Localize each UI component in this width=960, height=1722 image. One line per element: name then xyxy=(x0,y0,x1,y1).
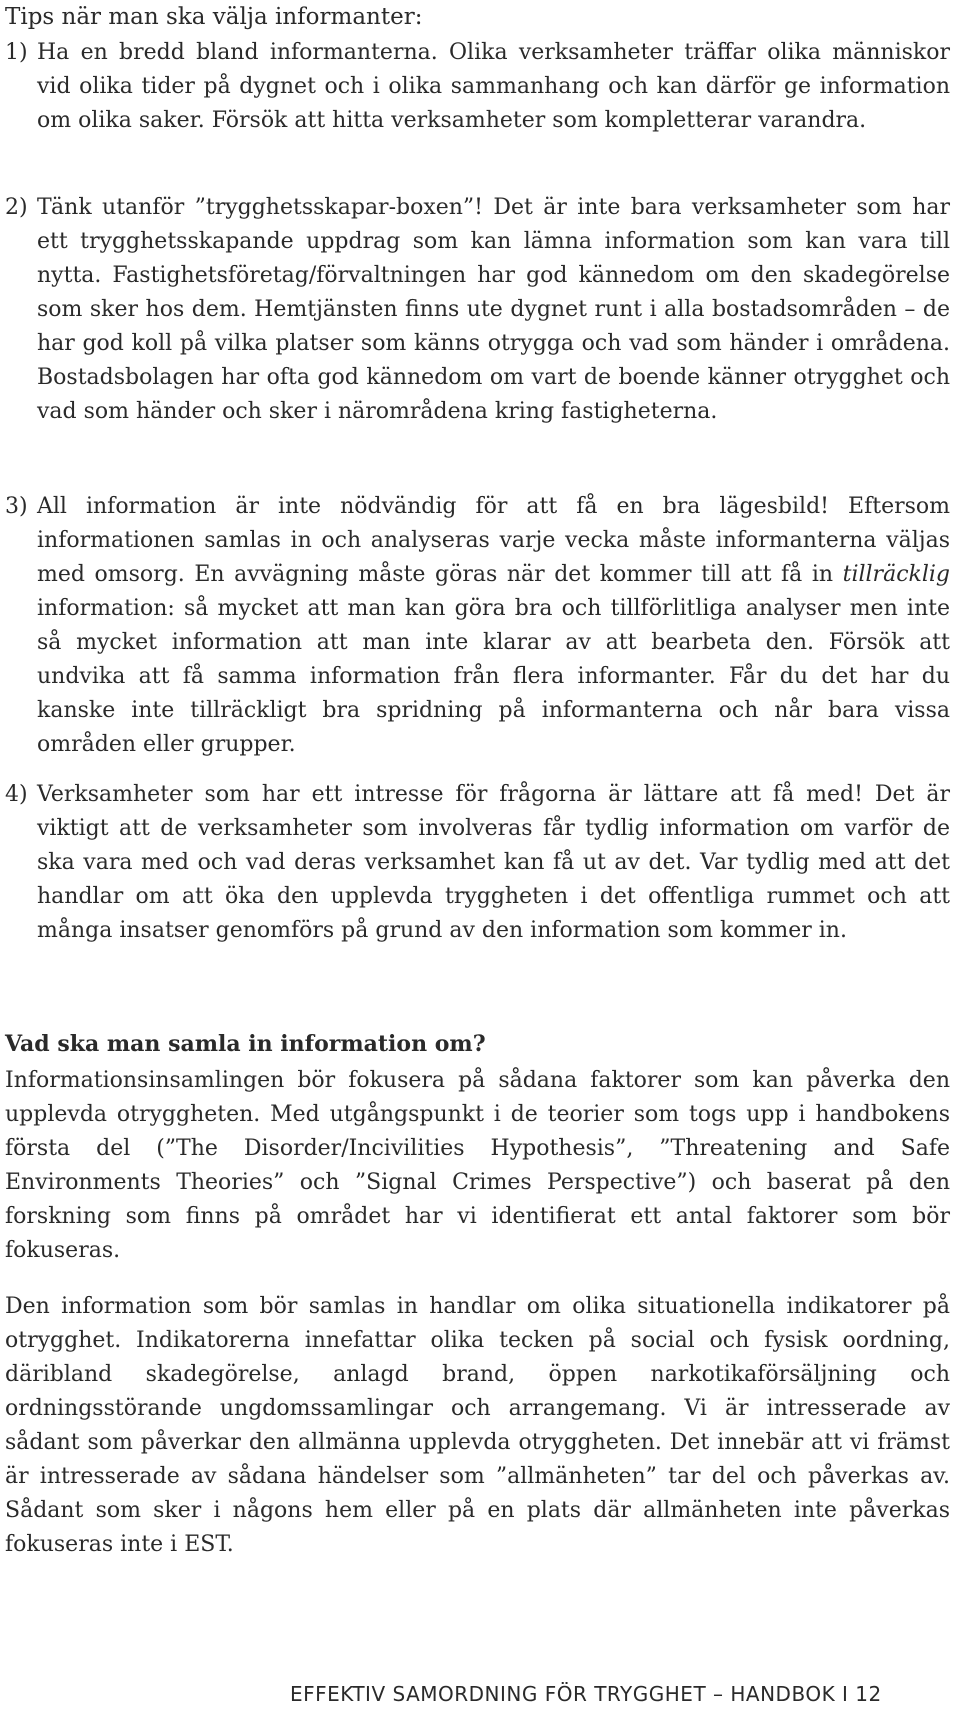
tip-number: 4) xyxy=(5,782,28,807)
tip-2 xyxy=(5,191,950,429)
tip-number: 1) xyxy=(5,40,28,65)
section-heading: Vad ska man samla in information om? xyxy=(5,1031,486,1057)
tip-number: 3) xyxy=(5,494,28,519)
paragraph-1: Informationsinsamlingen bör fokusera på sådana faktorer som kan påverka den upplevda otryggheten. Med utgångspunkt i de teorier som togs upp i handbokens första del (”The Disorder/Incivilities Hypothesis”, ”Threatening and Safe Environments Theories” och ”Signal Crimes Perspective”) och baserat på den forskning som finns på området har vi identifierat ett antal faktorer som bör fokuseras. xyxy=(5,1068,950,1263)
tip-number: 2) xyxy=(5,195,28,220)
tip-3 xyxy=(5,490,950,762)
tip-text: Ha en bredd bland informanterna. Olika verksamheter träffar olika människor vid olika tider på dygnet och i olika sammanhang och kan därför ge information om olika saker. Försök att hitta verksamheter som kompletterar varandra. xyxy=(37,40,950,133)
tip-1 xyxy=(5,36,950,138)
paragraph-2: Den information som bör samlas in handlar om olika situationella indikatorer på otrygghet. Indikatorerna innefattar olika tecken på social och fysisk oordning, däribland skadegörelse, anlagd brand, öppen narkotikaförsäljning och ordningsstörande ungdomssamlingar och arrangemang. Vi är intresserade av sådant som påverkar den allmänna upplevda otryggheten. Det innebär att vi främst är intresserade av sådana händelser som ”allmänheten” tar del och påverkas av. Sådant som sker i någons hem eller på en plats där allmänheten inte påverkas fokuseras inte i EST. xyxy=(5,1294,950,1557)
tip-text-part: All information är inte nödvändig för att få en bra lägesbild! Eftersom informationen samlas in och analyseras varje vecka måste informanterna väljas med omsorg. En avvägning måste göras när det kommer till att få in xyxy=(37,494,950,587)
tip-text-part: information: så mycket att man kan göra bra och tillförlitliga analyser men inte så mycket information att man inte klarar av att bearbeta den. Försök att undvika att få samma information från flera informanter. Får du det har du kanske inte tillräckligt bra spridning på informanterna och når bara vissa områden eller grupper. xyxy=(37,596,950,757)
page-footer: EFFEKTIV SAMORDNING FÖR TRYGGHET – HANDBOK I 12 xyxy=(290,1682,882,1706)
tip-text xyxy=(5,490,950,762)
tip-4 xyxy=(5,778,950,948)
tips-heading: Tips när man ska välja informanter: xyxy=(5,4,423,30)
tip-text: Tänk utanför ”trygghetsskapar-boxen”! Det är inte bara verksamheter som har ett trygghetsskapande uppdrag som kan lämna information som kan vara till nytta. Fastighetsföretag/förvaltningen har god kännedom om den skadegörelse som sker hos dem. Hemtjänsten finns ute dygnet runt i alla bostadsområden – de har god koll på vilka platser som känns otrygga och vad som händer i områdena. Bostadsbolagen har ofta god kännedom om vart de boende känner otrygghet och vad som händer och sker i närområdena kring fastigheterna. xyxy=(37,195,950,424)
tip-text: Verksamheter som har ett intresse för frågorna är lättare att få med! Det är viktigt att de verksamheter som involveras får tydlig information om varför de ska vara med och vad deras verksamhet kan få ut av det. Var tydlig med att det handlar om att öka den upplevda tryggheten i det offentliga rummet och att många insatser genomförs på grund av den information som kommer in. xyxy=(37,782,950,943)
tip-text-italic: tillräcklig xyxy=(842,562,950,587)
